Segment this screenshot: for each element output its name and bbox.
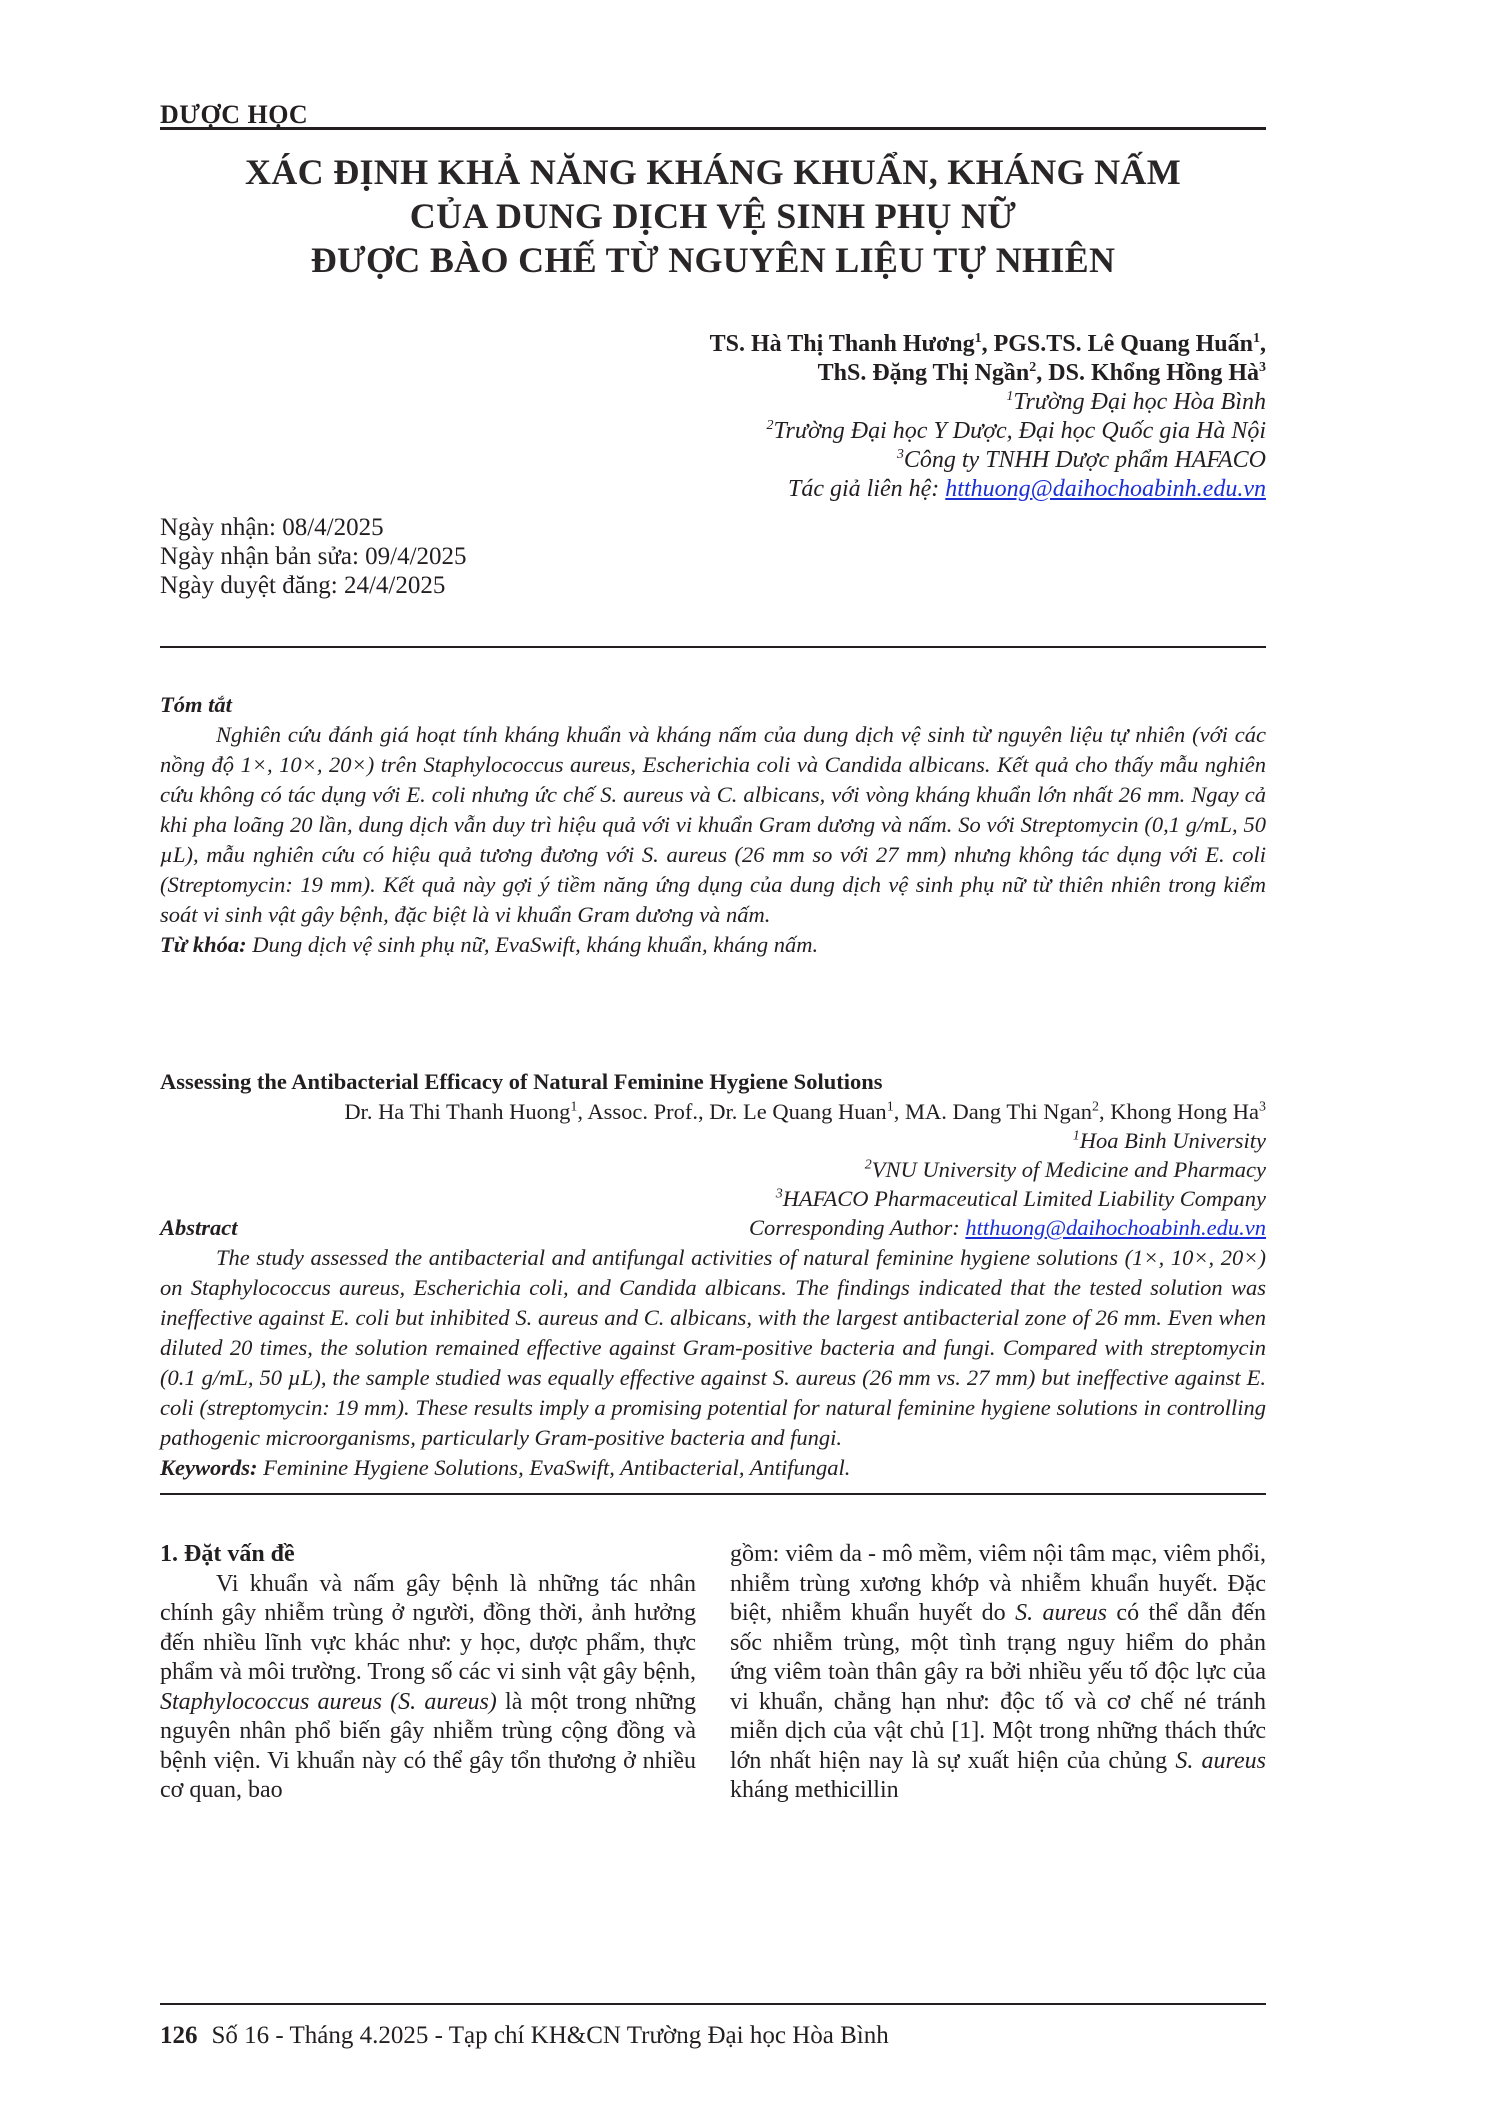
keywords-text-en: Feminine Hygiene Solutions, EvaSwift, Antibacterial, Antifungal.: [257, 1455, 851, 1480]
affiliation-2: $^2$Trường Đại học Y Dược, Đại học Quốc gia Hà Nội: [766, 418, 1266, 444]
keywords-label-en: Keywords:: [160, 1455, 258, 1480]
page-footer: [160, 2022, 889, 2050]
contact-email-link[interactable]: htthuong@daihochoabinh.edu.vn: [945, 476, 1266, 502]
paragraph-left: Vi khuẩn và nấm gây bệnh là những tác nhân chính gây nhiễm trùng ở người, đồng thời, ảnh hưởng đến nhiều lĩnh vực khác như: y học, dược phẩm, thực phẩm và môi trường. Trong số các vi sinh vật gây bệnh, Staphylococcus aureus (S. aureus) là một trong những nguyên nhân phổ biến gây nhiễm trùng cộng đồng và bệnh viện. Vi khuẩn này có thể gây tổn thương ở nhiều cơ quan, bao: [160, 1570, 697, 1803]
summary-vi: [160, 690, 1266, 960]
abstract-body: The study assessed the antibacterial and antifungal activities of natural feminine hygiene solutions (1×, 10×, 20×) on Staphylococcus aureus, Escherichia coli, and Candida albicans. The findings indicated that the tested solution was ineffective against E. coli but inhibited S. aureus and C. albicans, with the largest antibacterial zone of 26 mm. Even when diluted 20 times, the solution remained effective against Gram-positive bacteria and fungi. Compared with streptomycin (0.1 g/mL, 50 µL), the sample studied was equally effective against S. aureus (26 mm vs. 27 mm) but ineffective against E. coli (streptomycin: 19 mm). These results imply a promising potential for natural feminine hygiene solutions in controlling pathogenic microorganisms, particularly Gram-positive bacteria and fungi.: [160, 1245, 1266, 1450]
affiliation-1: $^1$Trường Đại học Hòa Bình: [1006, 389, 1266, 415]
journal-info: Số 16 - Tháng 4.2025 - Tạp chí KH&CN Trường Đại học Hòa Bình: [211, 2022, 889, 2049]
summary-body: Nghiên cứu đánh giá hoạt tính kháng khuẩn và kháng nấm của dung dịch vệ sinh từ nguyên liệu tự nhiên (với các nồng độ 1×, 10×, 20×) trên Staphylococcus aureus, Escherichia coli và Candida albicans. Kết quả cho thấy mẫu nghiên cứu không có tác dụng với E. coli nhưng ức chế S. aureus và C. albicans, với vòng kháng khuẩn lớn nhất 26 mm. Ngay cả khi pha loãng 20 lần, dung dịch vẫn duy trì hiệu quả với vi khuẩn Gram dương và nấm. So với Streptomycin (0,1 g/mL, 50 µL), mẫu nghiên cứu có hiệu quả tương đương với S. aureus (26 mm so với 27 mm) nhưng không tác dụng với E. coli (Streptomycin: 19 mm). Kết quả này gợi ý tiềm năng ứng dụng của dung dịch vệ sinh phụ nữ từ thiên nhiên trong kiểm soát vi sinh vật gây bệnh, đặc biệt là vi khuẩn Gram dương và nấm.: [160, 722, 1266, 927]
date-accepted: Ngày duyệt đăng: 24/4/2025: [160, 572, 446, 599]
contact-line-en: Corresponding Author: htthuong@daihochoabinh.edu.vn: [749, 1215, 1266, 1240]
date-received: Ngày nhận: 08/4/2025: [160, 514, 384, 541]
keywords-text-vi: Dung dịch vệ sinh phụ nữ, EvaSwift, kháng khuẩn, kháng nấm.: [246, 932, 819, 957]
section-label: DƯỢC HỌC: [160, 100, 309, 129]
authors-line-1: TS. Hà Thị Thanh Hương$^1$, PGS.TS. Lê Quang Huấn$^1$,: [709, 331, 1266, 357]
authors-line-2: ThS. Đặng Thị Ngần$^2$, DS. Khổng Hồng $Hà^3$: [817, 360, 1266, 386]
affiliation-en-1: $^1$Hoa Binh University: [1072, 1128, 1266, 1153]
title-line-2: CỦA DUNG DỊCH VỆ SINH PHỤ NỮ: [409, 196, 1017, 236]
abstract-en: [160, 1213, 1266, 1483]
summary-heading: Tóm tắt: [160, 692, 232, 717]
divider-bottom: [160, 1493, 1266, 1495]
affiliation-3: $^3$Công ty TNHH Dược phẩm HAFACO: [896, 447, 1266, 473]
authors-block-vi: [710, 330, 1266, 504]
page-number: 126: [160, 2022, 198, 2049]
keywords-en: [160, 1453, 1266, 1483]
authors-en: Dr. Ha Thi Thanh Huong$^1$, Assoc. Prof., Dr. Le Quang Huan$^1$, MA. Dang Thi Ngan$^2$, Khong Hong Ha$^3$: [344, 1099, 1266, 1124]
section-heading: 1. Đặt vấn đề: [160, 1541, 295, 1567]
affiliation-en-3: $^3$HAFACO Pharmaceutical Limited Liability Company: [775, 1186, 1266, 1211]
header-rule: [160, 127, 1266, 130]
abstract-heading: Abstract: [160, 1215, 238, 1240]
dates-block: [160, 513, 467, 600]
contact-line: Tác giả liên hệ: htthuong@daihochoabinh.edu.vn: [787, 476, 1266, 502]
footer-rule: [160, 2003, 1266, 2005]
divider-top: [160, 646, 1266, 648]
contact-email-link-en[interactable]: htthuong@daihochoabinh.edu.vn: [965, 1215, 1266, 1240]
body-column-right: [730, 1540, 1266, 1806]
english-title: Assessing the Antibacterial Efficacy of Natural Feminine Hygiene Solutions: [160, 1069, 883, 1094]
date-revised: Ngày nhận bản sửa: 09/4/2025: [160, 543, 467, 570]
title-line-1: XÁC ĐỊNH KHẢ NĂNG KHÁNG KHUẨN, KHÁNG NẤM: [245, 152, 1181, 192]
affiliation-en-2: $^2$VNU University of Medicine and Pharmacy: [864, 1157, 1266, 1182]
title-line-3: ĐƯỢC BÀO CHẾ TỪ NGUYÊN LIỆU TỰ NHIÊN: [310, 240, 1116, 280]
keywords-label-vi: Từ khóa:: [160, 932, 247, 957]
body-column-left: [160, 1540, 696, 1806]
paragraph-right: gồm: viêm da - mô mềm, viêm nội tâm mạc, viêm phổi, nhiễm trùng xương khớp và nhiễm khuẩn huyết. Đặc biệt, nhiễm khuẩn huyết do S. aureus có thể dẫn đến sốc nhiễm trùng, một tình trạng nguy hiểm do phản ứng viêm toàn thân gây ra bởi nhiều yếu tố độc lực của vi khuẩn, chẳng hạn như: độc tố và cơ chế né tránh miễn dịch của vật chủ [1]. Một trong những thách thức lớn nhất hiện nay là sự xuất hiện của chủng S. aureus kháng methicillin: [730, 1541, 1266, 1803]
article-title: [160, 150, 1266, 282]
keywords-vi: [160, 930, 1266, 960]
